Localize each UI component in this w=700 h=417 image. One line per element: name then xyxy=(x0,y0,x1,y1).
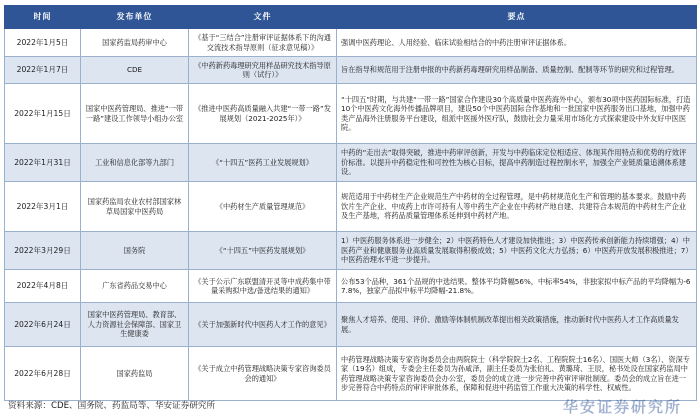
row-issuer: 工业和信息化部等九部门 xyxy=(81,144,189,182)
row-points: 旨在指导和规范用于注册申报的中药新药毒理研究用样品制备、质量控制、配制等环节的研究和过程管理。 xyxy=(337,57,697,84)
source-note: 资料来源：CDE、国务院、药监局等、华安证券研究所 xyxy=(8,401,216,411)
watermark-logo: 华安证券研究所 xyxy=(562,398,682,416)
row-document: 《推进中医药高质量融入共建“一带一路”发展规划（2021-2025年）》 xyxy=(189,84,337,144)
table-row xyxy=(5,144,697,182)
row-points: 规范适用于中药材生产企业规范生产中药材的全过程管理，是中药材规范化生产和管理的基本要求。鼓励中药饮片生产企业、中成药上市许可持有人等中药生产企业在中药材产地自建、共建符合本规范的中药材生产企业及生产基地，将药品质量管理体系延伸到中药材产地。 xyxy=(337,182,697,232)
row-date: 2022年6月28日 xyxy=(5,347,81,401)
row-date: 2022年6月24日 xyxy=(5,303,81,347)
row-issuer: 国务院 xyxy=(81,232,189,270)
row-date: 2022年1月7日 xyxy=(5,57,81,84)
table-row xyxy=(5,303,697,347)
row-points: “十四五”时期，与共建“一带一路”国家合作建设30个高质量中医药海外中心，颁布30项中医药国际标准，打造10个中医药文化海外传播品牌项目，建设50个中医药国际合作基地和一批国家中医药服务出口基地，加强中药类产品海外注册服务平台建设，组派中医援外医疗队，鼓励社会力量采用市场化方式探索建设中外友好中医医院。 xyxy=(337,84,697,144)
row-document: 《中药新药毒理研究用样品研究技术指导原则（试行）》 xyxy=(189,57,337,84)
row-date: 2022年4月8日 xyxy=(5,270,81,303)
row-date: 2022年3月29日 xyxy=(5,232,81,270)
policy-table xyxy=(4,5,697,401)
row-points: 中药管理战略决策专家咨询委员会由两院院士（科学院院士2名、工程院院士16名）、国医大师（3名）、资深专家（19名）组成，专委会主任委员为孙咸泽，副主任委员为张伯礼、黄璐琦、王辰，秘书处设在国家药监局中药管理战略决策专家咨询委员会办公室，委员会的成立进一步完善中药审评审批制度。委员会的成立旨在进一步完善符合中药特点的审评审批体系，保障和促进中药监管工作重大决策的科学性、权威性。 xyxy=(337,347,697,401)
table-row xyxy=(5,270,697,303)
policy-table-container xyxy=(4,5,696,401)
table-row xyxy=(5,84,697,144)
table-row xyxy=(5,232,697,270)
row-points: 1）中医药服务体系进一步健全；2）中医药特色人才建设加快推进；3）中医药传承创新能力持续增强；4）中医药产业和健康服务业高质量发展取得积极成效；5）中医药文化大力弘扬；6）中医药开放发展积极推进；7）中医药治理水平进一步提升。 xyxy=(337,232,697,270)
row-points: 公布53个品种，361个品规的中选结果。整体平均降幅56%，中标率54%，非独家拟中标产品的平均降幅为-67.8%，独家产品拟中标平均降幅-21.8%。 xyxy=(337,270,697,303)
row-date: 2022年3月1日 xyxy=(5,182,81,232)
header-points: 要点 xyxy=(337,6,697,29)
row-document: 《关于公示广东联盟清开灵等中成药集中带量采购拟中选/备选结果的通知》 xyxy=(189,270,337,303)
row-document: 《关于加强新时代中医药人才工作的意见》 xyxy=(189,303,337,347)
row-issuer: 国家中医药管理局、推进“一带一路”建设工作领导小组办公室 xyxy=(81,84,189,144)
table-row xyxy=(5,57,697,84)
row-issuer: 国家中医药管理局、教育部、人力资源社会保障部、国家卫生健康委 xyxy=(81,303,189,347)
row-document: 《中药材生产质量管理规范》 xyxy=(189,182,337,232)
header-document: 文件 xyxy=(189,6,337,29)
row-document: 《“十四五”医药工业发展规划》 xyxy=(189,144,337,182)
table-row xyxy=(5,182,697,232)
row-issuer: 国家药监局农业农村部国家林草局国家中医药局 xyxy=(81,182,189,232)
table-header-row xyxy=(5,6,697,29)
table-row xyxy=(5,347,697,401)
row-issuer: 国家药监局药审中心 xyxy=(81,29,189,57)
row-document: 《关于成立中药管理战略决策专家咨询委员会的通知》 xyxy=(189,347,337,401)
row-points: 强调中医药理论、人用经验、临床试验相结合的中药注册审评证据体系。 xyxy=(337,29,697,57)
row-date: 2022年1月5日 xyxy=(5,29,81,57)
row-issuer: CDE xyxy=(81,57,189,84)
row-points: 中药的“走出去”取得突破，推进中药审评创新，开发与中药临床定位相适应、体现其作用特点和优势的疗效评价标准。以提升中药稳定性和可控性为核心目标，提高中药制造过程控制水平，加强全产业链质量追溯体系建设。 xyxy=(337,144,697,182)
table-row xyxy=(5,29,697,57)
row-points: 聚焦人才培养、使用、评价、激励等体制机制改革提出相关政策措施，推动新时代中医药人才工作高质量发展。 xyxy=(337,303,697,347)
row-document: 《基于“三结合”注册审评证据体系下的沟通交流技术指导原则（征求意见稿）》 xyxy=(189,29,337,57)
row-issuer: 广东省药品交易中心 xyxy=(81,270,189,303)
row-date: 2022年1月31日 xyxy=(5,144,81,182)
row-issuer: 国家药监局 xyxy=(81,347,189,401)
header-issuer: 发布单位 xyxy=(81,6,189,29)
row-date: 2022年1月15日 xyxy=(5,84,81,144)
header-date: 时间 xyxy=(5,6,81,29)
row-document: 《“十四五”中医药发展规划》 xyxy=(189,232,337,270)
